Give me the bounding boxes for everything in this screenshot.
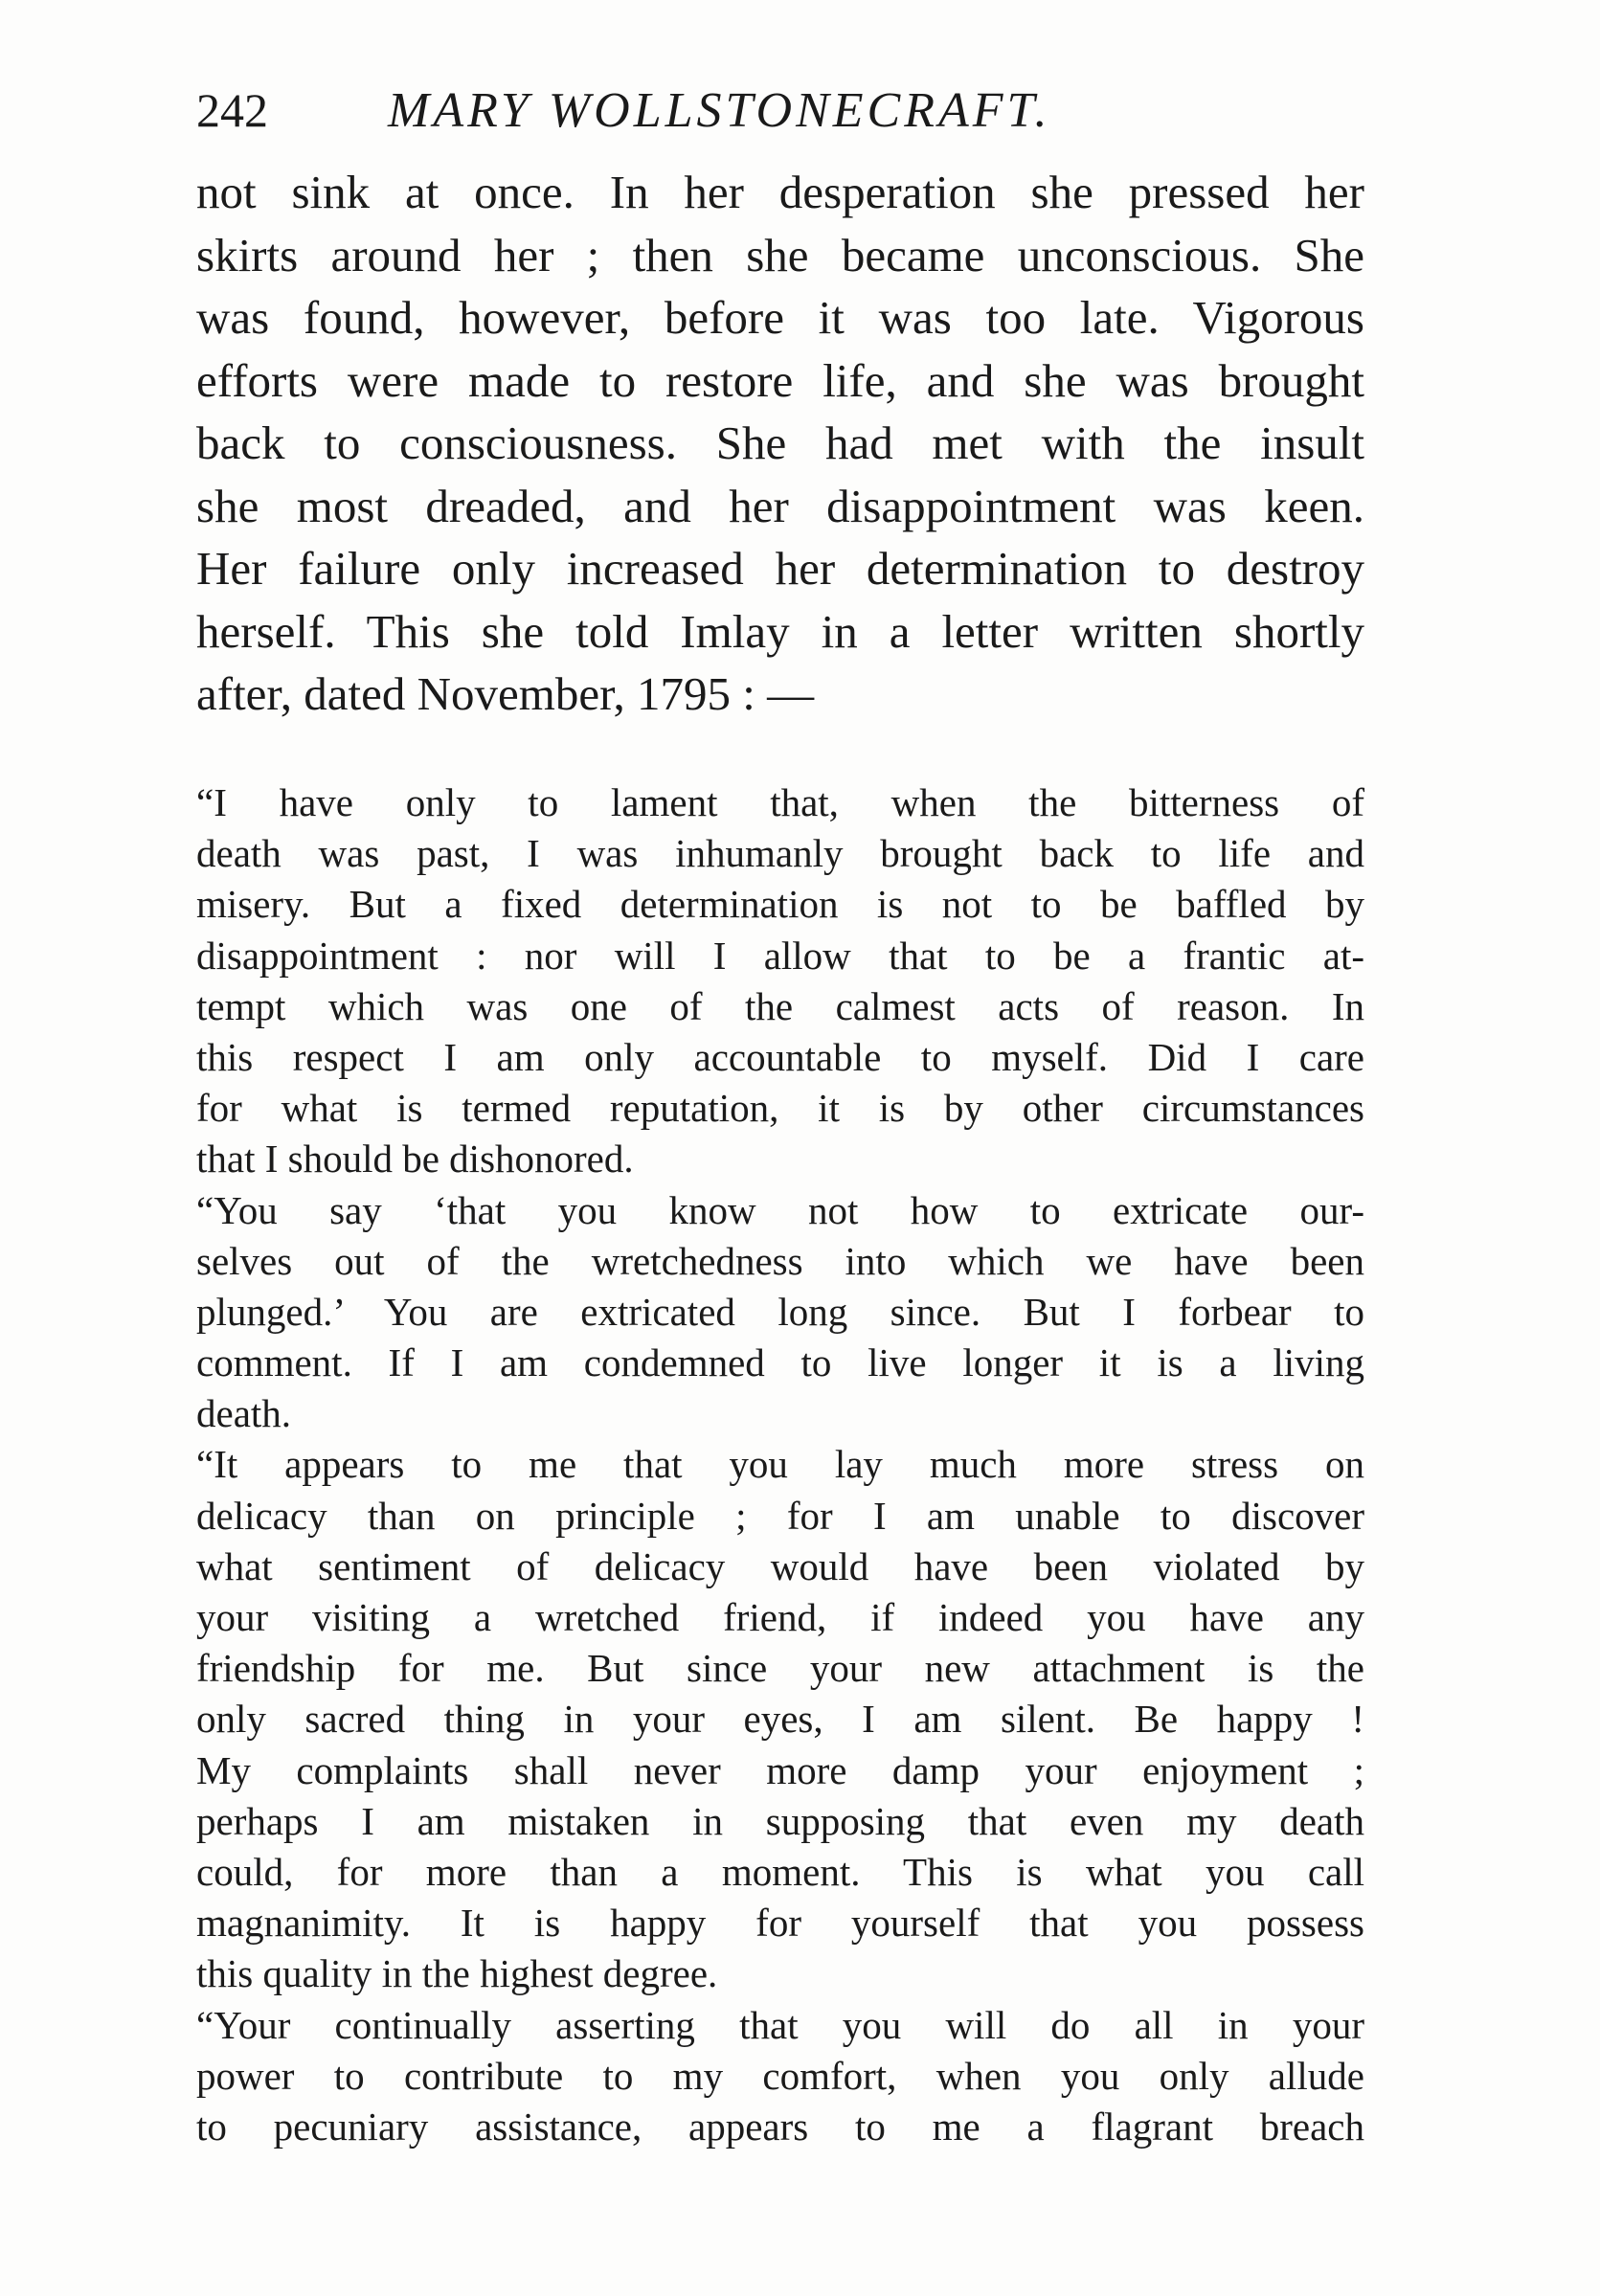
body-line: efforts were made to restore life, and she was brought	[196, 353, 1364, 407]
quote-line: plunged.’ You are extricated long since. But I forbear to	[196, 1289, 1364, 1334]
body-paragraph	[196, 161, 1364, 726]
quote-line: this respect I am only accountable to myself. Did I care	[196, 1034, 1364, 1079]
quote-line: delicacy than on principle ; for I am unable to discover	[196, 1493, 1364, 1538]
quote-line: misery. But a fixed determination is not to be baffled by	[196, 882, 1364, 927]
quote-line: tempt which was one of the calmest acts of reason. In	[196, 983, 1364, 1028]
quote-line: “You say ‘that you know not how to extricate our-	[196, 1187, 1364, 1232]
quote-line: death.	[196, 1391, 292, 1436]
running-title: MARY WOLLSTONECRAFT.	[388, 83, 1051, 138]
body-line: not sink at once. In her desperation she pressed her	[196, 166, 1364, 218]
quote-line: power to contribute to my comfort, when you only allude	[196, 2053, 1364, 2098]
body-line: back to consciousness. She had met with the insult	[196, 416, 1364, 469]
quote-line: for what is termed reputation, it is by other circumstances	[196, 1086, 1364, 1131]
quote-line: selves out of the wretchedness into which we have been	[196, 1238, 1364, 1283]
quote-line: only sacred thing in your eyes, I am silent. Be happy !	[196, 1697, 1364, 1742]
body-line: herself. This she told Imlay in a letter written shortly	[196, 604, 1364, 658]
quote-line: that I should be dishonored.	[196, 1137, 634, 1182]
quote-line: “It appears to me that you lay much more stress on	[196, 1442, 1364, 1487]
quote-line: comment. If I am condemned to live longer it is a living	[196, 1340, 1364, 1385]
letter-quotation	[196, 777, 1364, 2152]
page-number: 242	[196, 83, 268, 137]
body-line: skirts around her ; then she became unconscious. She	[196, 228, 1364, 281]
quote-line: could, for more than a moment. This is what you call	[196, 1849, 1364, 1894]
quote-line: to pecuniary assistance, appears to me a flagrant breach	[196, 2104, 1364, 2149]
quote-line: “Your continually asserting that you will do all in your	[196, 2002, 1364, 2047]
quote-line: My complaints shall never more damp your enjoyment ;	[196, 1747, 1364, 1792]
running-head	[196, 77, 1364, 144]
body-line: Her failure only increased her determination to destroy	[196, 542, 1364, 595]
body-line: she most dreaded, and her disappointment was keen.	[196, 479, 1364, 532]
quote-line: what sentiment of delicacy would have been violated by	[196, 1543, 1364, 1588]
quote-line: perhaps I am mistaken in supposing that even my death	[196, 1798, 1364, 1843]
body-line: was found, however, before it was too late. Vigorous	[196, 291, 1364, 344]
quote-line: death was past, I was inhumanly brought back to life and	[196, 831, 1364, 876]
quote-line: this quality in the highest degree.	[196, 1951, 718, 1996]
quote-line: your visiting a wretched friend, if indeed you have any	[196, 1595, 1364, 1639]
quote-line: magnanimity. It is happy for yourself that you possess	[196, 1901, 1364, 1946]
quote-line: “I have only to lament that, when the bitterness of	[196, 780, 1364, 824]
body-line: after, dated November, 1795 : —	[196, 667, 815, 720]
quote-line: disappointment : nor will I allow that to be a frantic at-	[196, 933, 1364, 978]
quote-line: friendship for me. But since your new attachment is the	[196, 1646, 1364, 1691]
